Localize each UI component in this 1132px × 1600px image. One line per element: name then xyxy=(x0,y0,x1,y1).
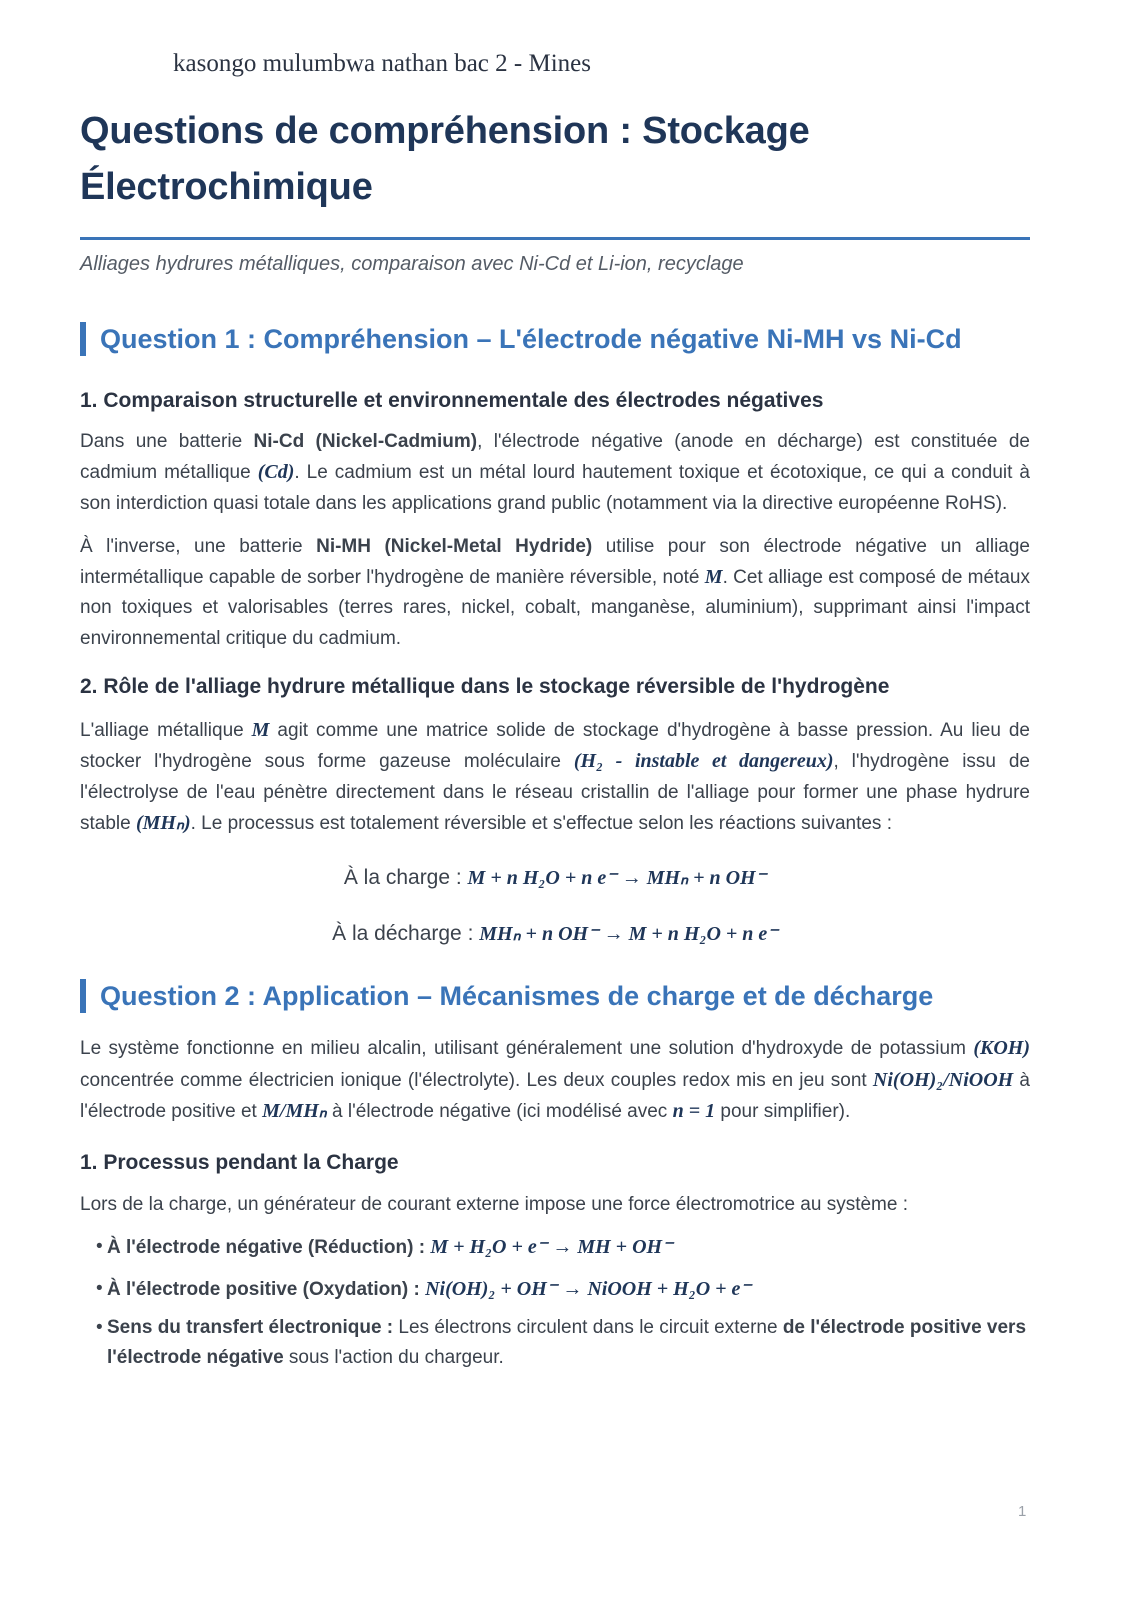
bullet-icon: • xyxy=(96,1317,103,1339)
text: À l'inverse, une batterie xyxy=(80,535,317,557)
page-content xyxy=(80,103,1030,1373)
question-2-heading: Question 2 : Application – Mécanismes de charge et de décharge xyxy=(80,979,1030,1013)
text: Le système fonctionne en milieu alcalin, utilisant généralement une solution d'hydroxyde de potassium xyxy=(80,1038,974,1060)
text: pour simplifier). xyxy=(715,1100,851,1122)
text: . Le cadmium est un métal lourd hautement toxique et écotoxique, ce qui a conduit à son interdiction quasi totale dans les applications grand public (notamment via la directive européenne RoHS). xyxy=(80,462,1030,514)
bullet-icon: • xyxy=(96,1236,103,1258)
text: concentrée comme électricien ionique (l'électrolyte). Les deux couples redox mis en jeu sont xyxy=(80,1069,873,1091)
q2-section-1-title: 1. Processus pendant la Charge xyxy=(80,1151,399,1175)
equation-formula: MHₙ + n OH⁻ → M + n H₂O + n e⁻ xyxy=(479,923,778,946)
q1-section-2-title: 2. Rôle de l'alliage hydrure métallique dans le stockage réversible de l'hydrogène xyxy=(80,675,890,699)
title-divider xyxy=(80,237,1030,240)
math-term: n = 1 xyxy=(672,1099,716,1122)
text: agit comme une matrice solide de stockage d'hydrogène à basse pression. Au lieu de stocker l'hydrogène sous forme gazeuse moléculaire xyxy=(80,720,1030,773)
math-term: M xyxy=(251,719,270,742)
equation-label: À la charge : xyxy=(343,866,468,890)
list-item xyxy=(96,1274,1030,1305)
bold-term: Ni-MH (Nickel-Metal Hydride) xyxy=(316,535,593,557)
title-line-2: Électrochimique xyxy=(80,166,373,208)
question-1-heading: Question 1 : Compréhension – L'électrode négative Ni-MH vs Ni-Cd xyxy=(80,322,1030,356)
q1-paragraph-2 xyxy=(80,532,1030,654)
bullet-icon: • xyxy=(96,1278,103,1300)
text: . Le processus est totalement réversible et s'effectue selon les réactions suivantes : xyxy=(190,812,892,834)
title-line-1: Questions de compréhension : Stockage xyxy=(80,110,810,152)
q1-paragraph-3 xyxy=(80,715,1030,839)
bullet-label: À l'électrode positive (Oxydation) : xyxy=(107,1279,426,1301)
equation-formula: M + H₂O + e⁻ → MH + OH⁻ xyxy=(430,1236,673,1259)
text: L'alliage métallique xyxy=(80,720,252,742)
page-title xyxy=(80,103,1030,215)
text: . Cet alliage est composé de métaux non toxiques et valorisables (terres rares, nickel, cobalt, manganèse, aluminium), supprimant ainsi l'impact environnemental critique du cadmium. xyxy=(80,567,1030,649)
page-number: 1 xyxy=(1018,1503,1027,1520)
author-line: kasongo mulumbwa nathan bac 2 - Mines xyxy=(173,50,591,77)
bullet-label: À l'électrode négative (Réduction) : xyxy=(107,1237,431,1259)
text: utilise pour son électrode négative un alliage intermétallique capable de sorber l'hydrogène de manière réversible, noté xyxy=(80,535,1030,589)
q2-paragraph-1 xyxy=(80,1033,1030,1127)
q1-section-1-title: 1. Comparaison structurelle et environnementale des électrodes négatives xyxy=(80,389,824,412)
bold-term: Ni-Cd (Nickel-Cadmium) xyxy=(253,431,478,452)
list-item xyxy=(96,1313,1030,1373)
text: sous l'action du chargeur. xyxy=(283,1347,504,1369)
bullet-label: Sens du transfert électronique : xyxy=(107,1317,399,1339)
text: , l'hydrogène issu de l'électrolyse de l'eau pénètre directement dans le réseau cristallin de l'alliage pour former une phase hydrure stable xyxy=(80,751,1030,834)
text: à l'électrode positive et xyxy=(80,1069,1030,1122)
bold-term: de l'électrode positive vers l'électrode négative xyxy=(107,1317,1027,1369)
equation-formula: M + n H₂O + n e⁻ → MHₙ + n OH⁻ xyxy=(467,867,767,890)
text: à l'électrode négative (ici modélisé avec xyxy=(326,1100,673,1122)
math-term: Ni(OH)₂/NiOOH xyxy=(872,1068,1014,1091)
equation-formula: Ni(OH)₂ + OH⁻ → NiOOH + H₂O + e⁻ xyxy=(425,1278,751,1301)
text: Les électrons circulent dans le circuit externe xyxy=(398,1317,783,1339)
math-term: M xyxy=(704,566,723,589)
math-term: (Cd) xyxy=(257,461,295,484)
q2-paragraph-2: Lors de la charge, un générateur de courant externe impose une force électromotrice au système : xyxy=(80,1194,909,1216)
list-item xyxy=(96,1232,1030,1263)
text: , l'électrode négative (anode en décharge) est constituée de cadmium métallique xyxy=(80,431,1030,484)
math-term: (H₂ - instable et dangereux) xyxy=(573,750,834,773)
charge-bullet-list xyxy=(80,1232,1030,1373)
math-term: M/MHₙ xyxy=(262,1099,327,1122)
math-term: (KOH) xyxy=(973,1037,1030,1060)
equation-label: À la décharge : xyxy=(332,922,480,946)
page-subtitle: Alliages hydrures métalliques, comparaison avec Ni-Cd et Li-ion, recyclage xyxy=(80,253,744,275)
equation-charge xyxy=(80,863,1030,893)
math-term: (MHₙ) xyxy=(135,811,191,834)
equation-discharge xyxy=(80,919,1030,949)
text: Dans une batterie xyxy=(80,431,254,452)
q1-paragraph-1 xyxy=(80,427,1030,519)
